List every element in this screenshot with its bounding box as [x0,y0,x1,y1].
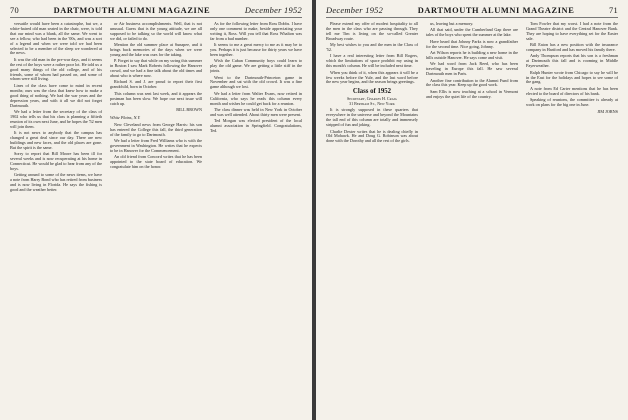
paragraph: us, leaving but a memory. [430,22,474,26]
class-section-heading [326,88,418,106]
left-column-3 [210,22,302,420]
right-column-3 [526,22,618,420]
right-page-header [326,6,618,18]
left-columns [10,22,302,420]
paragraph: We had word from Jack Reed, who has been traveling in Europe this fall. He saw several Dartmouth men in Paris. [426,61,518,77]
paragraph: Ted Morgan was elected president of the local alumni association in Springfield. Congratulations, Ted. [210,118,302,134]
paragraph: Ralph Hunter wrote from Chicago to say he will be in the East for the holidays and hopes to see some of the gang. [526,69,618,85]
paragraph: We had a letter from Walter Evans, now retired in California, who says he reads this column every month and wishes he could get back for a reunion. [210,90,302,106]
column-address: White Plains, N.Y. [110,114,141,120]
class-secretary: Secretary, Charles H. Craig [347,96,397,102]
paragraph: Sorry to report that Bill Moore has been ill for several weeks and is now recuperating at his home in Connecticut. He would be glad to hear from any of the boys. [10,151,102,171]
paragraph: This column was sent last week, and it appears the postman has been slow. We hope our next issue will catch up. [110,90,202,106]
left-issue-date: December 1952 [244,6,302,15]
paragraph: versatile would have been a catastrophe, but we, a white-haired old man seated in the chair, were, is told that our mind was a blank, all the same. We went to see a fellow, who had been in the '00s, and was a sort of a legend and when we were told we had been selected to be a member of the sleep we wondered at the news. [10,22,102,56]
paragraph: Wish the Cuban Community boys could learn to play the old game. We are getting a little stiff in the joints. [210,58,302,74]
paragraph: We had a letter from the secretary of the class of 1902 who tells us that his class is planning a fiftieth reunion of its own next June, and he hopes the '52 men will join them. [10,108,102,129]
right-magazine-title: DARTMOUTH ALUMNI MAGAZINE [417,6,575,15]
paragraph: Have heard that Johnny Parks is now a grandfather for the second time. Nice going, Johnny. [426,38,518,49]
column-signature: BILL BROWN [176,107,202,112]
paragraph: Bill Eaton has a new position with the insurance company in Hartford and has moved his family there. [526,42,618,53]
paragraph: Went to the Dartmouth-Princeton game in November and sat with the old crowd. It was a fine game although we lost. [210,74,302,90]
paragraph: All that said, under the Cumberland Gap there are tales of the boys who spent the summer at the lake. [426,27,518,38]
class-title: Class of 1952 [352,88,392,96]
paragraph: Getting around to some of the news items, we have a note from Harry Bond who has retired from business and is now living in Florida. He says the fishing is good and the weather better. [10,172,102,192]
paragraph: As for the following letter from Ross Dobbs. I have only one comment to make, beside appreciating your writing it, Ross. Will you tell that Ross Whalton was far from a bad number. [210,22,302,41]
left-column-2 [110,22,202,420]
paragraph: It was the old man in the pre-war days, and it seems the rest of the boys were a rather poor lot. He told us a good many things of the old college, and of his friends, some of whom had passed on, and some of whom were still living. [10,56,102,82]
paragraph: Speaking of reunions, the committee is already at work on plans for the big one in June. [526,97,618,108]
paragraph: It is not news to anybody that the campus has changed a great deal since our day. There are new buildings and new faces, and the old places are gone. But the spirit is the same. [10,130,102,150]
paragraph: We had a letter from Fred Williams who is with the government in Washington. He writes that he expects to be in Hanover for the Commencement. [110,138,202,153]
class-address: 31 Bertram St., New York [349,101,395,107]
right-page-number: 71 [609,6,618,15]
paragraph: Tom Fowler that my worst. I had a note from the Grand Theatre district and the Central Hanover Bank. They are hoping to have everything set for the Easter sale. [526,22,618,41]
paragraph: Lines of the class have come to mind in recent months; ours was the class that knew how to make a good thing of nothing. We had the war years and the depression years, and with it all we did not forget Dartmouth. [10,82,102,108]
paragraph: A note from Ed Carter mentions that he has been elected to the board of directors of his bank. [526,85,618,96]
paragraph: Charlie Dexter writes that he is dealing chiefly in Old Mohawk. He and Doug G. Robinson was about done with the Dorothy and all the rest of the girls. [326,128,418,144]
paragraph: Please extend my offer of modest hospitality to all the men in the class who are passing through. They tell me Tim is living on the so-called Greater Broadway route. [326,22,418,41]
right-columns [326,22,618,420]
paragraph: Another fine contribution to the Alumni Fund from the class this year. Keep up the good work. [426,77,518,88]
paragraph: An old friend from Concord writes that he has been appointed to the state board of education. We congratulate him on the honor. [110,154,202,170]
paragraph: Sam Ellis is now teaching at a school in Vermont and enjoys the quiet life of the country. [426,88,518,99]
paragraph: The class dinner was held in New York in October and was well attended. About thirty men were present. [210,107,302,117]
paragraph: P. Forget to say that while on my swing this summer in Boston I saw Mark Roberts following the Hanover crowd, and we had a fine talk about the old times and about who is where now. [110,58,202,79]
paragraph: It seems to me a great mercy to me as it may be to you. Perhaps it is just because for thirty years we have been together. [210,42,302,57]
paragraph: When you think of it, when this appears it will be a few weeks before the Yule, and the last word before the new year begins, and the season brings greetings. [326,69,418,85]
paragraph: Andy Thompson reports that his son is a freshman at Dartmouth this fall and is rooming in Middle Fayerweather. [526,53,618,69]
paragraph: Art Wilson reports he is building a new home in the hills outside Hanover. He says come and visit. [426,50,518,60]
column-signature: JIM JORNS [597,108,618,114]
left-page [0,0,312,420]
paragraph: Mention the old summer place at Sunapee, and it brings back memories of the days when we were young and the lake was ours for the taking. [110,42,202,57]
left-page-number: 70 [10,6,19,15]
paragraph: or Air business accomplishments. Well, that is not unusual. Guess that is the young attitude, we are all supposed to be talking so the world will know what we did, or failed to do. [110,22,202,41]
paragraph: I have a real interesting letter from Bill Rogers, which the limitations of space prohibit my using in this month's column. He will be included next time. [326,53,418,69]
right-issue-date: December 1952 [326,6,384,15]
left-column-1 [10,22,102,420]
paragraph: My best wishes to you and the men in the Class of '52. [326,42,418,53]
paragraph: It is strongly supposed in these quarters that everywhere in the universe and beyond the Mountains the tall end of this column are totally and immensely stripped of fun and joking. [326,107,418,128]
paragraph: New Cleveland news from George Harris: his son has entered the College this fall, the third generation of the family to go to Dartmouth. [110,121,202,137]
right-page [316,0,628,420]
paragraph: Richard S. and J. are proud to report their first grandchild, born in October. [110,79,202,90]
right-column-2 [426,22,518,420]
left-page-header [10,6,302,18]
left-magazine-title: DARTMOUTH ALUMNI MAGAZINE [53,6,211,15]
right-column-1 [326,22,418,420]
